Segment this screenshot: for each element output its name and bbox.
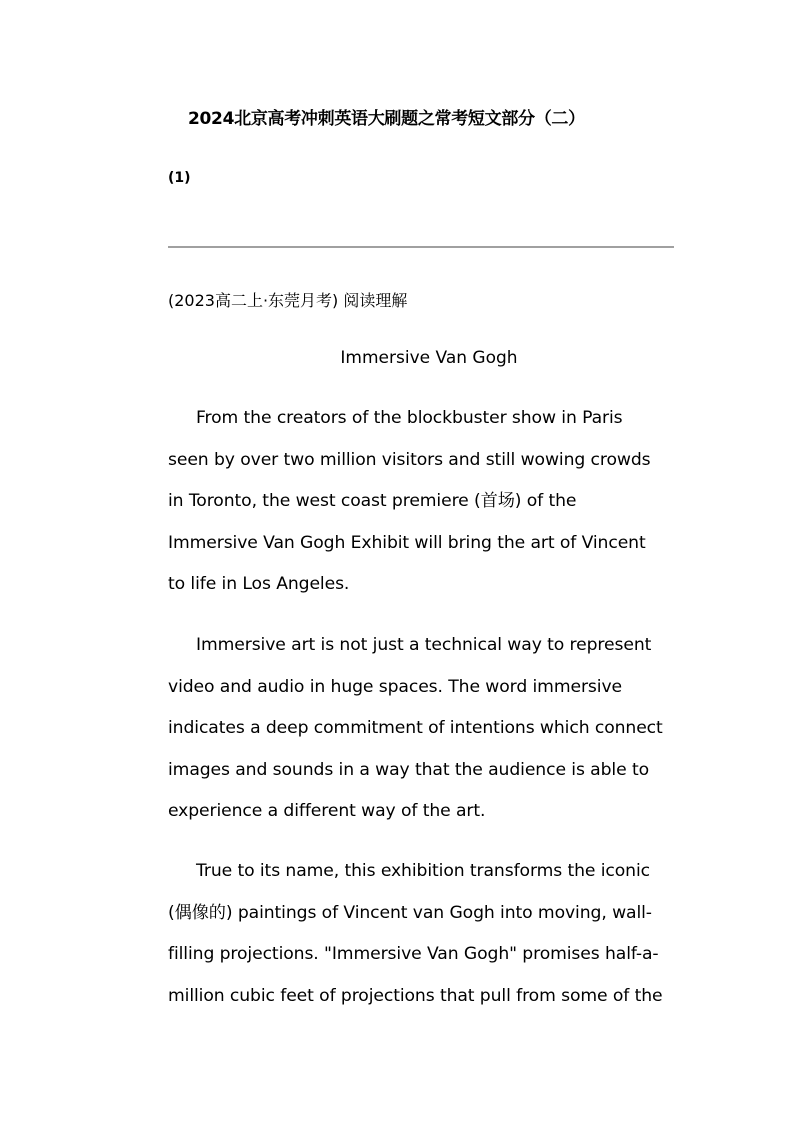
paragraph-line: video and audio in huge spaces. The word immersive bbox=[168, 676, 622, 697]
paragraph-line: Immersive art is not just a technical way to represent bbox=[196, 635, 652, 655]
paragraph-line: (偶像的) paintings of Vincent van Gogh into moving, wall- bbox=[168, 902, 652, 923]
paragraph-line: filling projections. "Immersive Van Gogh" promises half-a- bbox=[168, 944, 659, 964]
paragraph-line: to life in Los Angeles. bbox=[168, 574, 350, 594]
paragraph-1 bbox=[168, 398, 674, 606]
paragraph-line: From the creators of the blockbuster show in Paris bbox=[196, 408, 623, 428]
paragraph-line: images and sounds in a way that the audience is able to bbox=[168, 759, 649, 780]
document-title: 2024北京高考冲刺英语大刷题之常考短文部分（二） bbox=[188, 109, 585, 129]
paragraph-line: True to its name, this exhibition transforms the iconic bbox=[196, 861, 651, 881]
question-number: (1) bbox=[168, 170, 191, 186]
paragraph-line: seen by over two million visitors and still wowing crowds bbox=[168, 449, 651, 470]
paragraph-2 bbox=[168, 625, 674, 833]
paragraph-line: million cubic feet of projections that pull from some of the bbox=[168, 985, 663, 1006]
paragraph-line: experience a different way of the art. bbox=[168, 801, 486, 821]
passage-title: Immersive Van Gogh bbox=[340, 348, 518, 368]
paragraph-3 bbox=[168, 851, 674, 1017]
paragraph-line: indicates a deep commitment of intentions which connect bbox=[168, 718, 663, 738]
question-source: (2023高二上·东莞月考) 阅读理解 bbox=[168, 291, 408, 310]
paragraph-line: Immersive Van Gogh Exhibit will bring the art of Vincent bbox=[168, 532, 646, 553]
section-divider bbox=[168, 246, 674, 248]
paragraph-line: in Toronto, the west coast premiere (首场) of the bbox=[168, 491, 577, 511]
